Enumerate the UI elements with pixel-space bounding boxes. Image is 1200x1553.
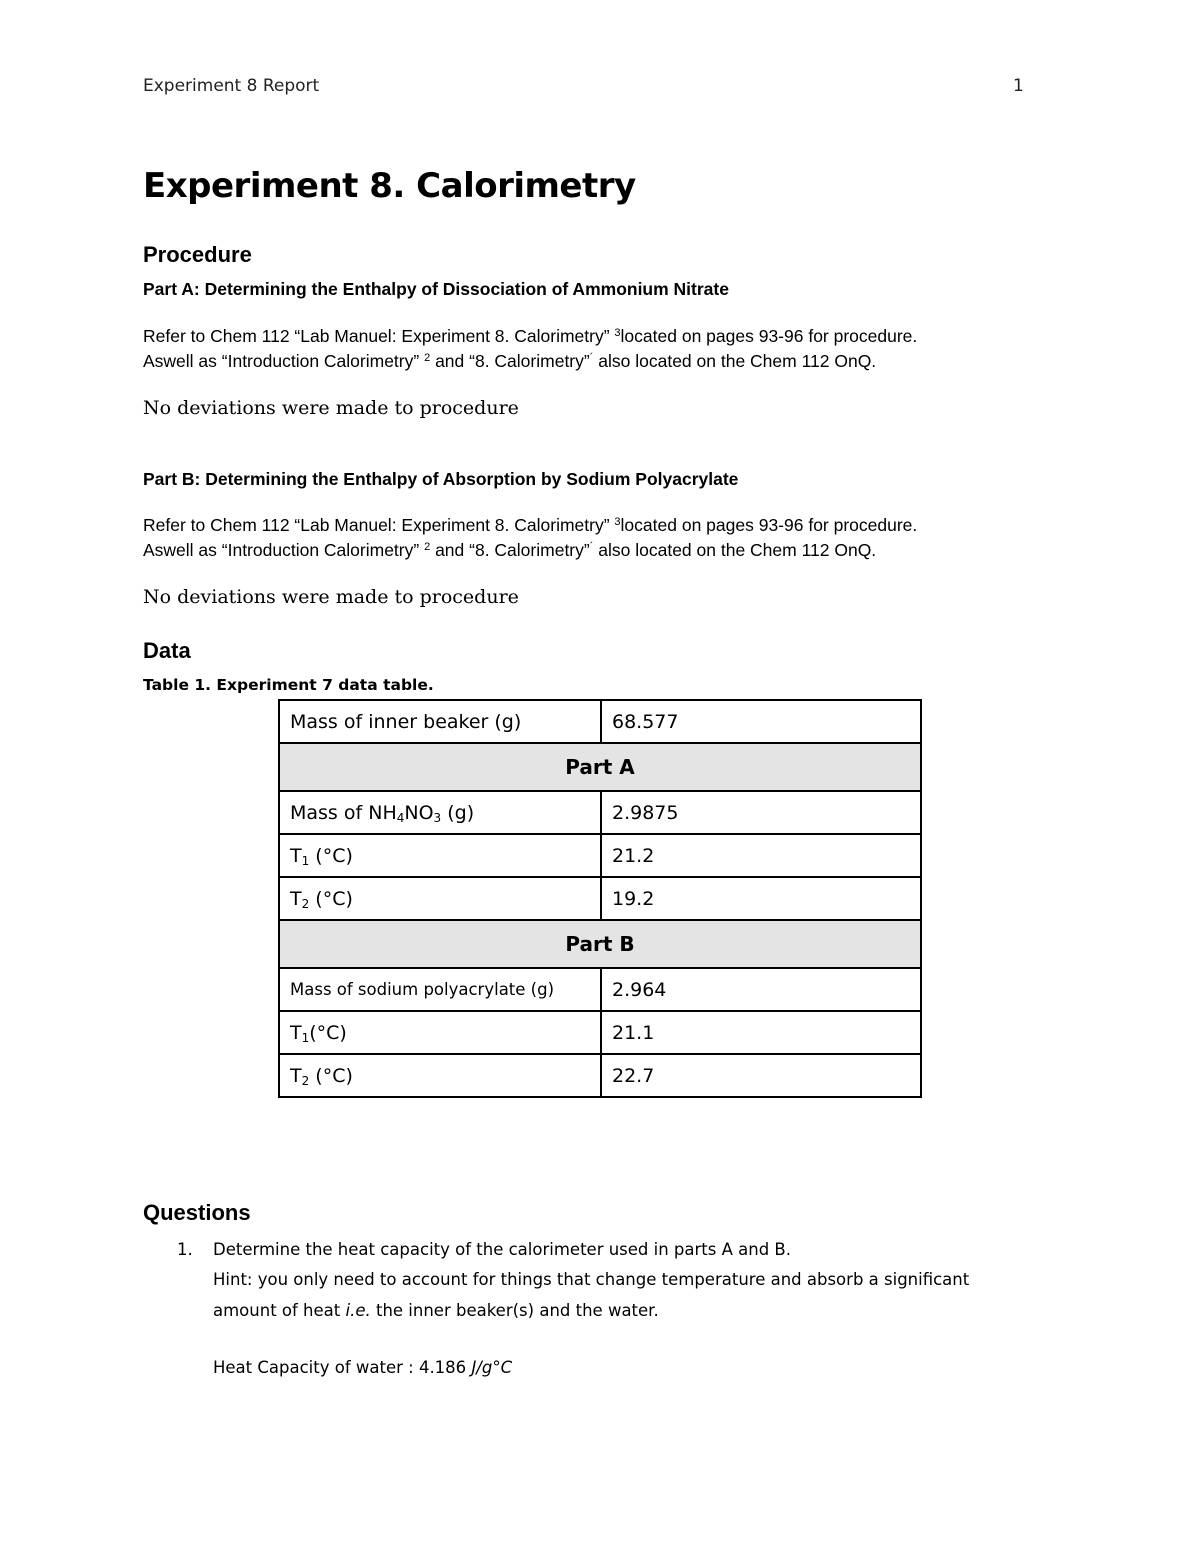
data-heading: Data: [143, 638, 191, 663]
question-text: Determine the heat capacity of the calorimeter used in parts A and B.: [213, 1240, 791, 1259]
part-b-reference-line-1: Refer to Chem 112 “Lab Manuel: Experiment 8. Calorimetry” $^3$located on pages 93-96 for procedure.: [143, 515, 918, 535]
table-caption: Table 1. Experiment 7 data table.: [143, 676, 434, 694]
table-cell-value: 21.2: [601, 834, 921, 877]
part-a-reference-line-2: Aswell as “Introduction Calorimetry” $^2$ and “8. Calorimetry”´ also located on the Chem 112 OnQ.: [143, 351, 877, 371]
data-table: [278, 699, 922, 1098]
heat-capacity-of-water: Heat Capacity of water : 4.186 J/g°C: [213, 1358, 513, 1377]
table-cell-label: $T_1$ (°C): [279, 834, 601, 877]
table-row-inner-beaker: [279, 700, 921, 743]
part-a-reference-text: [143, 324, 917, 374]
running-header-title: Experiment 8 Report: [143, 76, 320, 96]
question-number: 1.: [177, 1240, 193, 1259]
part-a-deviation-note: No deviations were made to procedure: [143, 397, 519, 419]
question-hint-line-2: amount of heat i.e. the inner beaker(s) and the water.: [213, 1301, 659, 1320]
table-cell-label: $T_2$ (°C): [279, 877, 601, 920]
table-cell-value: 2.964: [601, 968, 921, 1011]
part-b-reference-text: [143, 513, 917, 563]
questions-heading: Questions: [143, 1200, 251, 1225]
table-row-part-b-mass: [279, 968, 921, 1011]
part-b-deviation-note: No deviations were made to procedure: [143, 586, 519, 608]
table-cell-label: $T_2$ (°C): [279, 1054, 601, 1097]
table-section-header-part-a: [279, 743, 921, 791]
table-cell-value: 68.577: [601, 700, 921, 743]
table-cell-label: $T_1(^\circ C)$: [279, 1011, 601, 1054]
part-a-heading: Part A: Determining the Enthalpy of Dissociation of Ammonium Nitrate: [143, 279, 729, 299]
table-row-part-b-t2: [279, 1054, 921, 1097]
table-cell-label: Mass of inner beaker (g): [279, 700, 601, 743]
table-cell-label: Mass of $NH_4NO_3$ (g): [279, 791, 601, 834]
table-row-part-a-mass: [279, 791, 921, 834]
table-cell-value: 2.9875: [601, 791, 921, 834]
part-a-reference-line-1: Refer to Chem 112 “Lab Manuel: Experiment 8. Calorimetry” $^3$located on pages 93-96 for procedure.: [143, 326, 918, 346]
section-title-part-a: Part A: [279, 743, 921, 791]
table-row-part-b-t1: [279, 1011, 921, 1054]
table-row-part-a-t1: [279, 834, 921, 877]
table-cell-value: 21.1: [601, 1011, 921, 1054]
table-cell-label: Mass of sodium polyacrylate (g): [279, 968, 601, 1011]
table-row-part-a-t2: [279, 877, 921, 920]
question-hint-line-1: Hint: you only need to account for things that change temperature and absorb a significant: [213, 1270, 970, 1289]
part-b-reference-line-2: Aswell as “Introduction Calorimetry” $^2$ and “8. Calorimetry”´ also located on the Chem 112 OnQ.: [143, 540, 877, 560]
table-cell-value: 22.7: [601, 1054, 921, 1097]
section-title-part-b: Part B: [279, 920, 921, 968]
part-b-heading: Part B: Determining the Enthalpy of Absorption by Sodium Polyacrylate: [143, 469, 739, 489]
table-section-header-part-b: [279, 920, 921, 968]
page-number: 1: [1013, 76, 1024, 96]
document-title: Experiment 8. Calorimetry: [143, 166, 636, 206]
procedure-heading: Procedure: [143, 242, 252, 267]
table-cell-value: 19.2: [601, 877, 921, 920]
